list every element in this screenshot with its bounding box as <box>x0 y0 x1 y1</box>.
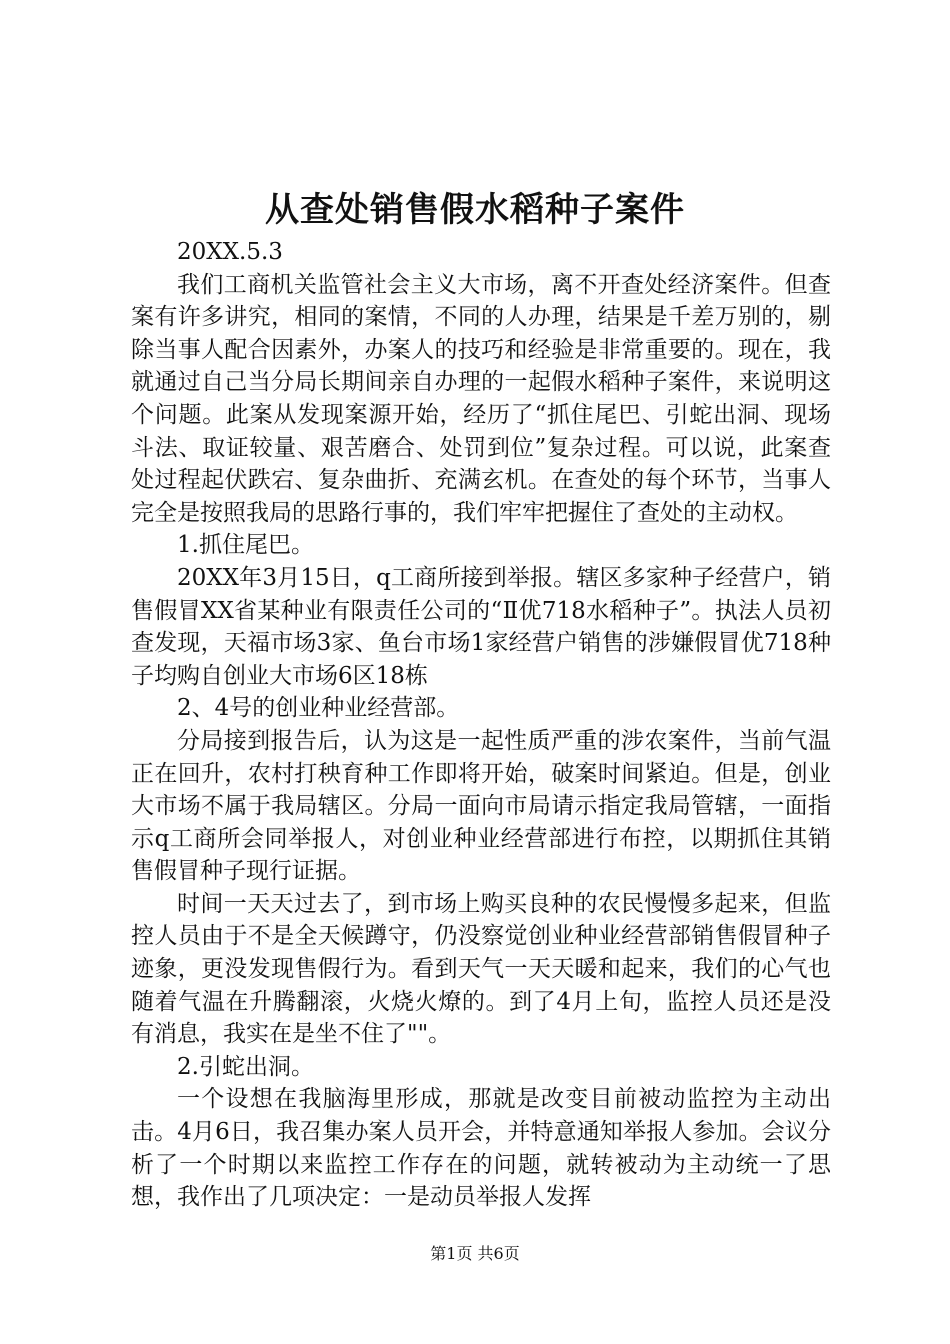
paragraph-report: 20XX年3月15日，q工商所接到举报。辖区多家种子经营户，销售假冒XX省某种业有限责任公司的“Ⅱ优718水稻种子”。执法人员初查发现，天福市场3家、鱼台市场1家经营户销售的涉嫌假冒优718种子均购自创业大市场6区18栋 <box>131 564 831 689</box>
document-title: 从查处销售假水稻种子案件 <box>265 190 685 230</box>
page-footer: 第1页 共6页 <box>430 1244 520 1263</box>
paragraph-plan: 一个设想在我脑海里形成，那就是改变目前被动监控为主动出击。4月6日，我召集办案人员开会，并特意通知举报人参加。会议分析了一个时期以来监控工作存在的问题，就转被动为主动统一了思想，我作出了几项决定：一是动员举报人发挥 <box>131 1086 831 1211</box>
date-line: 20XX.5.3 <box>177 239 283 265</box>
paragraph-address-cont: 2、4号的创业种业经营部。 <box>177 695 460 722</box>
paragraph-branch: 分局接到报告后，认为这是一起性质严重的涉农案件，当前气温正在回升，农村打秧育种工作即将开始，破案时间紧迫。但是，创业大市场不属于我局辖区。分局一面向市局请示指定我局管辖，一面指示q工商所会同举报人，对创业种业经营部进行布控，以期抓住其销售假冒种子现行证据。 <box>131 727 831 885</box>
paragraph-intro: 我们工商机关监管社会主义大市场，离不开查处经济案件。但查案有许多讲究，相同的案情，不同的人办理，结果是千差万别的，剔除当事人配合因素外，办案人的技巧和经验是非常重要的。现在，我就通过自己当分局长期间亲自办理的一起假水稻种子案件，来说明这个问题。此案从发现案源开始，经历了“抓住尾巴、引蛇出洞、现场斗法、取证较量、艰苦磨合、处罚到位”复杂过程。可以说，此案查处过程起伏跌宕、复杂曲折、充满玄机。在查处的每个环节，当事人完全是按照我局的思路行事的，我们牢牢把握住了查处的主动权。 <box>131 271 831 526</box>
document-body <box>131 236 831 1214</box>
section-heading-2: 2.引蛇出洞。 <box>177 1053 314 1080</box>
paragraph-monitor: 时间一天天过去了，到市场上购买良种的农民慢慢多起来，但监控人员由于不是全天候蹲守，仍没察觉创业种业经营部销售假冒种子迹象，更没发现售假行为。看到天气一天天暖和起来，我们的心气也随着气温在升腾翻滚，火烧火燎的。到了4月上旬，监控人员还是没有消息，我实在是坐不住了""。 <box>131 890 831 1048</box>
section-heading-1: 1.抓住尾巴。 <box>177 532 314 559</box>
